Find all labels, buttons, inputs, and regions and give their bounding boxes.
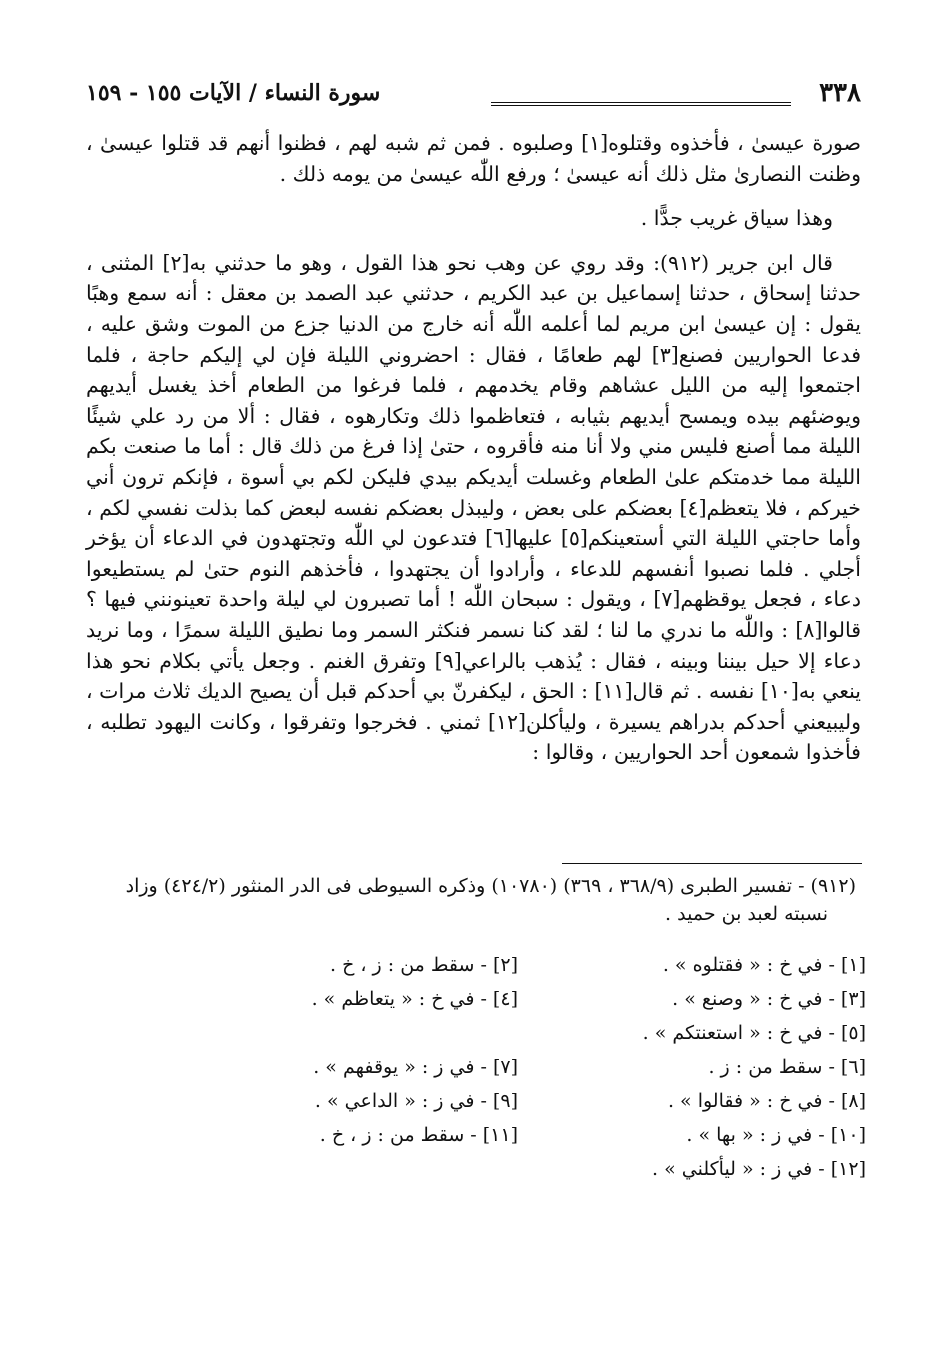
paragraph: صورة عيسىٰ ، فأخذوه وقتلوه[١] وصلبوه . فمن ثم شبه لهم ، فظنوا أنهم قد قتلوا عيسىٰ ، وظنت النصارىٰ مثل ذلك أنه عيسىٰ ؛ ورفع اللّٰه عيسىٰ من يومه ذلك . [86, 131, 862, 186]
page-number: ٣٣٨ [819, 78, 861, 108]
running-header [86, 78, 861, 118]
variant-note: [٤] - في خ : « يتعاظم » . [311, 988, 518, 1010]
source-footnote-line: نسبته لعبد بن حميد . [665, 903, 828, 925]
header-title: سورة النساء / الآيات ١٥٥ - ١٥٩ [86, 80, 381, 106]
variant-note: [١] - في خ : « فقتلوه » . [662, 954, 866, 976]
variant-note: [٦] - سقط من : ز . [708, 1056, 866, 1078]
variant-note: [٢] - سقط من : ز ، خ . [329, 954, 518, 976]
paragraph: وهذا سياق غريب جدًّا . [640, 206, 833, 231]
body-text [86, 128, 861, 768]
variant-note: [٧] - في ز : « يوقفهم » . [313, 1056, 518, 1078]
variant-note: [١٢] - في ز : « ليأكلني » . [652, 1158, 866, 1180]
variant-note: [١٠] - في ز : « بها » . [686, 1124, 866, 1146]
variant-note: [٣] - في خ : « وصنع » . [672, 988, 866, 1010]
source-footnote-line: (٩١٢) - تفسير الطبرى (٣٦٨/٩ ، ٣٦٩) (١٠٧٨٠) وذكره السيوطى فى الدر المنثور (٤٢٤/٢) وزاد [125, 875, 856, 897]
variant-footnotes [230, 948, 866, 1186]
variant-note: [٩] - في ز : « الداعي » . [314, 1090, 518, 1112]
paragraph: قال ابن جرير (٩١٢): وقد روي عن وهب نحو هذا القول ، وهو ما حدثني به[٢] المثنى ، حدثنا إسحاق ، حدثنا إسماعيل بن عبد الكريم ، حدثني عبد الصمد بن معقل : أنه سمع وهبًا يقول : إن عيسىٰ ابن مريم لما أعلمه اللّٰه أنه خارج من الدنيا جزع من الموت وشق عليه ، فدعا الحواريين فصنع[٣] لهم طعامًا ، فقال : احضروني الليلة فإن لي إليكم حاجة ، فلما اجتمعوا إليه من الليل عشاهم وقام يخدمهم ، فلما فرغوا من الطعام أخذ يغسل أيديهم ويوضئهم بيده ويمسح أيديهم بثيابه ، فتعاظموا ذلك وتكارهوه ، فقال : ألا من رد علي شيئًا الليلة مما أصنع فليس مني ولا أنا منه فأقروه ، حتىٰ إذا فرغ من ذلك قال : أما ما صنعت بكم الليلة مما خدمتكم علىٰ الطعام وغسلت أيديكم بيدي فليكن لكم بي أسوة ، فإنكم ترون أني خيركم ، فلا يتعظم[٤] بعضكم على بعض ، وليبذل بعضكم نفسه لبعض كما بذلت نفسي لكم ، وأما حاجتي الليلة التي أستعينكم[٥] عليها[٦] فتدعون لي اللّٰه وتجتهدون في الدعاء أن يؤخر أجلي . فلما نصبوا أنفسهم للدعاء ، وأرادوا أن يجتهدوا ، فأخذهم النوم حتىٰ لم يستطيعوا دعاء ، فجعل يوقظهم[٧] ، ويقول : سبحان اللّٰه ! أما تصبرون لي ليلة واحدة تعينونني فيها ؟ قالوا[٨] : واللّٰه ما ندري ما لنا ؛ لقد كنا نسمر فنكثر السمر وما نطيق الليلة سمرًا ، وما نريد دعاء إلا حيل بيننا وبينه ، فقال : يُذهب بالراعي[٩] وتفرق الغنم . وجعل يأتي بكلام نحو هذا ينعي به[١٠] نفسه . ثم قال[١١] : الحق ، ليكفرنّ بي أحدكم قبل أن يصيح الديك ثلاث مرات ، وليبيعني أحدكم بدراهم يسيرة ، وليأكلن[١٢] ثمني . فخرجوا وتفرقوا ، وكانت اليهود تطلبه ، فأخذوا شمعون أحد الحواريين ، وقالوا : [86, 250, 861, 765]
header-rule [491, 102, 791, 106]
variant-note: [٥] - في خ : « استعنتكم » . [642, 1022, 866, 1044]
source-footnote [96, 872, 856, 928]
footnote-rule [562, 863, 862, 864]
variant-note: [١١] - سقط من : ز ، خ . [319, 1124, 518, 1146]
variant-note: [٨] - في خ : « فقالوا » . [667, 1090, 866, 1112]
